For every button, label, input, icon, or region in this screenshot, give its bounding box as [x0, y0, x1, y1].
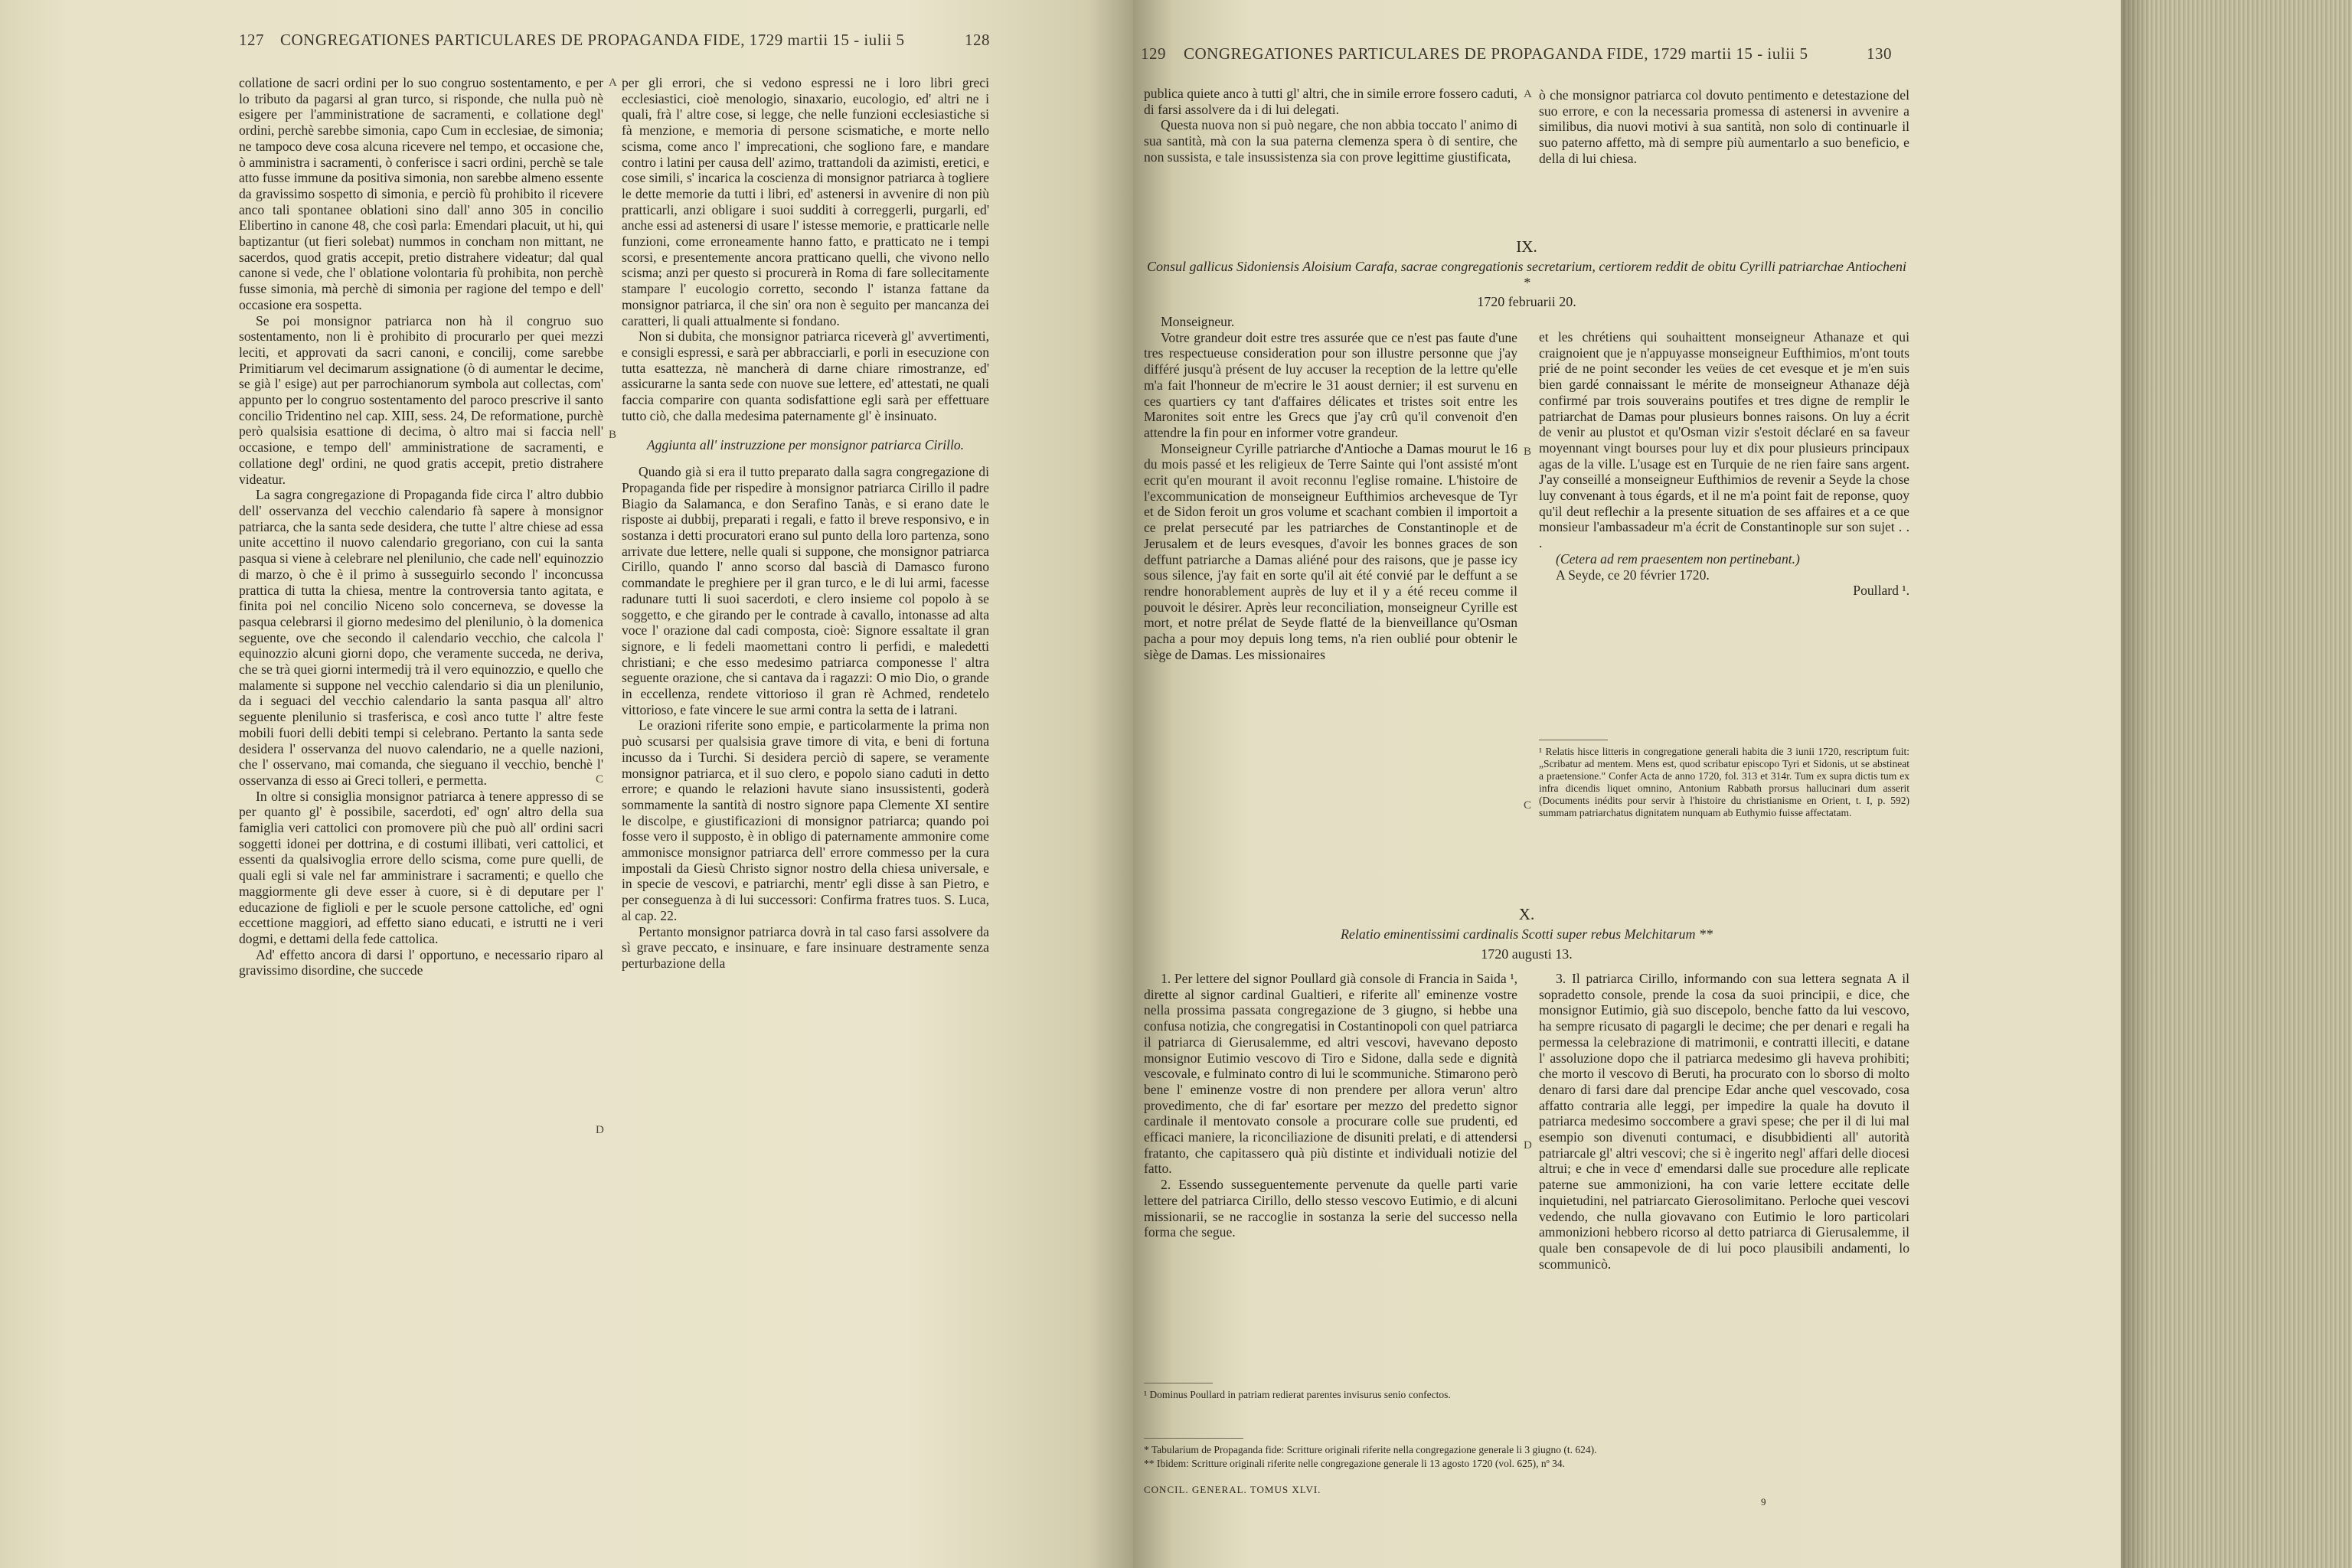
left-page-number-127: 127: [239, 31, 264, 49]
right-page-number-130: 130: [1867, 44, 1892, 63]
paragraph: Pertanto monsignor patriarca dovrà in tal caso farsi assolvere da sì grave peccato, e insinuare, e fare insinuare destramente senza perturbazione della: [622, 923, 989, 971]
margin-mark: B: [1524, 446, 1532, 458]
archive-footnote: * Tabularium de Propaganda fide: Scritture originali riferite nella congregazione generale li 3 giugno (t. 624).: [1144, 1444, 1597, 1455]
paragraph: La sagra congregazione di Propaganda fide circa l' altro dubbio dell' osservanza del vecchio calendario fà sapere à monsignor patriarca, che la santa sede desidera, che tutte l' altre chiese ad essa unite accettino il nuovo calendario gregoriano, con cui la santa pasqua si viene à celebrare nel plenilunio, che cade nell' equinozzio di marzo, ò che è il primo à susseguirlo secondo l' inconcussa prattica di tutta la chiesa, mentre la controversia tanto agitata, e finita poi nel concilio Niceno solo concerneva, se dovesse la pasqua celebrarsi il giorno medesimo del plenilunio, ò la domenica seguente, ove che secondo il calendario vecchio, che calcola l' equinozzio alcuni giorni dopo, che veramente succeda, ne deriva, che se trà quei giorni intermedij trà il vero equinozzio, e quello che malamente si suppone nel vecchio calendario si dia un plenilunio, da i seguaci del vecchio calendario la santa pasqua all' altro seguente plenilunio si trasferisca, e così anco tutte l' altre feste mobili fuori delli debiti tempi si celebrano. Pertanto la santa sede desidera l' osservanza del nuovo calendario, ne a quelle nazioni, che l' osservano, mai comanda, che sieguano il vecchio, benchè l' osservanza di esso ai Greci tolleri, e permetta.: [239, 487, 603, 788]
section-x-numeral: X.: [1518, 905, 1535, 923]
paragraph: A Seyde, ce 20 février 1720.: [1556, 567, 1710, 583]
right-running-head: CONGREGATIONES PARTICULARES DE PROPAGANDA FIDE, 1729 martii 15 - iulii 5: [1184, 44, 1808, 63]
right-top-column-1: [1144, 86, 1517, 165]
margin-mark: C: [1524, 799, 1532, 812]
paragraph: Votre grandeur doit estre tres assurée que ce n'est pas faute d'une tres respectueuse consideration pour son illustre personne que j'ay différé jusqu'à présent de luy accuser la reception de la lettre qu'elle m'a fait l'honneur de m'ecrire le 31 aoust dernier; il est survenu en ces quartiers cy tant d'affaires délicates et tristes soit entre les Maronites soit entre les Grecs que j'ay crû qu'il convenoit d'en attendre la fin pour en informer votre grandeur.: [1144, 329, 1517, 440]
section-ix-numeral: IX.: [1516, 237, 1537, 256]
paragraph: Ad' effetto ancora di darsi l' opportuno, e necessario riparo al gravissimo disordine, che succede: [239, 946, 603, 978]
paragraph: 2. Essendo susseguentemente pervenute da quelle parti varie lettere del patriarca Cirillo, dello stesso vescovo Eutimio, e di alcuni missionarii, se ne raccoglie in sostanza la serie del successo nella forma che segue.: [1144, 1177, 1517, 1240]
margin-mark: D: [596, 1124, 604, 1136]
left-column-2: [622, 75, 989, 972]
right-top-column-2: [1539, 87, 1909, 167]
paragraph: In oltre si consiglia monsignor patriarca à tenere appresso di se per quanto gl' è possibile, sacerdoti, ed' ogn' altro della sua famiglia veri cattolici con promovere più che può all' ordini sacri soggetti idonei per dottrina, e di costumi illibati, veri cattolici, et essenti da qualsivoglia errore dello scisma, come pure quelli, de quali egli si vale nel far amministrare i sacramenti; e quello che maggiormente gli deve esser à cuore, si è di deputare per l' educazione de figlioli e per le scuole persone cattoliche, ed' ogni eccettione maggiori, ad effetto siano educati, e istrutti ne i veri dogmi, e dettami della fede cattolica.: [239, 788, 603, 946]
paragraph: Se poi monsignor patriarca non hà il congruo suo sostentamento, non li è prohibito di procurarlo per quei mezzi leciti, et approvati da sacri canoni, e concilij, come sarebbe Primitiarum vel decimarum assignatione (ò di aumentar le decime, se già l' esige) aut per parrochianorum symbola aut collectas, com' appunto per lo congruo sostentamento del paroco prescrive il santo concilio Tridentino nel cap. XIII, sess. 24, De reformatione, purchè però qualsisia esattione di decima, ò altro mai si faccia nell' occasione, e tempo dell' amministratione de sacramenti, e collatione degl' ordini, ne quod gratis accepit, pretio distrahere videatur.: [239, 312, 603, 487]
paragraph: 1. Per lettere del signor Poullard già console di Francia in Saida ¹, dirette al signor cardinal Gualtieri, e riferite all' eminenze vostre nella prossima passata congregazione de 3 giugno, si hebbe una confusa notizia, che congregatisi in Costantinopoli con quel patriarca il patriarca di Gierusalemme, ed altri vescovi, havevano deposto monsignor Eutimio vescovo di Tiro e Sidone, dalla sede e dignità vescovale, e fulminato contro di lui le scommuniche. Stimarono però bene l' eminenze vostre di non prendere per allora verun' altro provedimento, che di far' esortare per mezzo del predetto signor cardinale il mentovato console a procurare colle sue prudenti, ed efficaci maniere, la riconciliazione de disuniti prelati, e di attendersi fratanto, che capitassero quà più distinte et individuali notizie del fatto.: [1144, 971, 1517, 1177]
right-page-number-129: 129: [1141, 44, 1166, 63]
paragraph: 3. Il patriarca Cirillo, informando con sua lettera segnata A il sopradetto console, prende la cosa da suoi principii, e dice, che monsignor Eutimio, già suo discepolo, benche fatto da lui vescovo, ha sempre ricusato di pagargli le decime; che per denari e regali ha permessa la celebrazione di matrimonii, e contratti illeciti, e datane l' assoluzione dopo che il patriarca medesimo gli haveva prohibiti; che morto il vescovo di Beruti, ha procurato con lo sborso di molto denaro di farsi dare dal prencipe Edar anche quel vescovado, cosa affatto contraria alle leggi, per impedire la quale ha dovuto il patriarca medesimo soccombere a gravi spese; che per il di lui mal esempio son divenuti contumaci, e disubbidienti all' autorità patriarcale gl' altri vescovi; che si è ingerito negl' affari delle diocesi altrui; e che in vece d' emendarsi dalle sue procedure alle replicate paterne sue ammonizioni, ha con varie lettere eccitate delle inquietudini, nel patriarcato Gierosolimitano. Perloche quei vescovi vedendo, che nulla giovavano con Eutimio le loro particolari ammonizioni hebbero ricorso al detto patriarca di Gierusalemme, il quale ben consapevole de di lui poco plausibili andamenti, lo scommunicò.: [1539, 971, 1909, 1272]
paragraph: collatione de sacri ordini per lo suo congruo sostentamento, e per lo tributo da pagarsi al gran turco, si risponde, che nulla può nè esigere per l'amministratione de sacramenti, e collatione degl' ordini, perchè sarebbe simonia, capo Cum in ecclesiae, de simonia; ne tampoco deve cosa alcuna ricevere nel tempo, et occasione che, ò amministra i sacramenti, ò conferisce i sacri ordini, perchè se tale atto fusse immune da positiva simonia, non sarebbe almeno essente da gravissimo sospetto di simonia, e perciò fù prohibito il ricevere anco tali spontanee oblationi sino dall' anno 305 in concilio Elibertino in canone 48, che così parla: Emendari placuit, ut hi, qui baptizantur (ut fieri solebat) nummos in concham non mittant, ne sacerdos, quod gratis accepit, pretio distrahere videatur; dal qual canone si vede, che l' oblatione volontaria fù prohibita, non perchè fusse simonia, mà perchè di simonia per ragione del tempo e dell' occasione era sospetta.: [239, 75, 603, 312]
paragraph: per gli errori, che si vedono espressi ne i loro libri greci ecclesiastici, cioè menologio, sinaxario, eucologio, ed' altri ne i quali, frà l' altre cose, si legge, che nelle funzioni ecclesiastiche si fà menzione, e memoria di persone scismatiche, e morte nello scisma, come anco l' imprecationi, che sogliono fare, e mandare contro i latini per causa dell' azimo, trattandoli da azimisti, eretici, e cose simili, s' incarica la coscienza di monsignor patriarca à togliere le dette memorie da tutti i libri, ed' astenersi in avvenire di non più pratticarli, anzi obligare i suoi sudditi à correggerli, purgarli, ed' anche essi ad astenersi di usare l' istesse memorie, e pratticarle nelle funzioni, come erroneamente hanno fatto, e pratticato ne i tempi scorsi, e presentemente ancora pratticano quelli, che vivono nello scisma; anzi per questo si procurerà in Roma di fare sollecitamente stampare l' eucologio corretto, secondo l' istanza fattane da monsignor patriarca, il che sin' ora non è seguito per mancanza dei caratteri, li quali attualmente si fondano.: [622, 75, 989, 328]
section-x-column-1: [1144, 971, 1517, 1240]
signature: Poullard ¹.: [1853, 583, 1909, 599]
left-page: [0, 0, 1133, 1568]
section-ix-column-2: [1539, 329, 1909, 599]
section-x-title: Relatio eminentissimi cardinalis Scotti super rebus Melchitarum **: [1340, 926, 1713, 942]
right-page: [1133, 0, 2121, 1568]
paragraph: Quando già si era il tutto preparato dalla sagra congregazione di Propaganda fide per rispedire à monsignor patriarca Cirillo il padre Biagio da Salamanca, e don Serafino Tanàs, e si erano date le risposte ai dubbij, preparati i regali, e fatto il breve responsivo, e in sostanza i detti procuratori erano sul punto della loro partenza, sono arrivate due lettere, nelle quali si suppone, che monsignor patriarca Cirillo, quando l' anno scorso dal bascià di Damasco furono commandate le preghiere per il gran turco, e le di lui armi, facesse radunare tutti li suoi sacerdoti, e clero insieme col popolo à se soggetto, e che girando per le contrade à cavallo, intonasse ad alta voce l' orazione dal cadi composta, cioè: Signore essaltate il gran signore, e li fedeli maomettani contro li perfidi, e maledetti christiani; e che esso medesimo patriarca componesse l' altra seguente orazione, che si cantava da i ragazzi: O mio Dio, o grande in eccellenza, rendete vittorioso il gran rè Achmed, rendetelo vittorioso, e fate vincere le sue armi contra la setta de i latrani.: [622, 464, 989, 717]
paragraph: (Cetera ad rem praesentem non pertinebant.): [1556, 550, 1800, 567]
margin-mark: A: [1524, 88, 1532, 100]
left-page-number-128: 128: [965, 31, 990, 49]
left-column-1: [239, 75, 603, 978]
margin-mark: D: [1524, 1139, 1532, 1152]
paragraph: Non si dubita, che monsignor patriarca riceverà gl' avvertimenti, e consigli espressi, e sarà per abbracciarli, e porli in esecuzione con tutta esattezza, nè mancherà di darne chiare rimostranze, ed' assicurarne la santa sede con nuove sue lettere, ed' attestati, ne quali faccia comparire con quanta sodisfattione egli sarà per effettuare tutto ciò, che dalla medesima paternamente gl' è insinuato.: [622, 328, 989, 423]
left-running-head: CONGREGATIONES PARTICULARES DE PROPAGANDA FIDE, 1729 martii 15 - iulii 5: [280, 31, 905, 49]
salutation: Monseigneur.: [1161, 314, 1235, 329]
paragraph: Questa nuova non si può negare, che non abbia toccato l' animo di sua santità, mà con la sua paterna clemenza spera ò di sentire, che non sussista, e tale insussistenza sia con prove legittime giustificata,: [1144, 117, 1517, 165]
section-ix-footnote: ¹ Relatis hisce litteris in congregatione generali habita die 3 iunii 1720, rescriptum fuit: „Scribatur ad mentem. Mens est, quod scribatur episcopo Tyri et Sidonis, ut se abstineat a praetensione." Confer Acta de anno 1720, fol. 313 et 314r. Tum ex supra dictis tum ex infra dicendis liquet omnino, Antonium Rabbath prorsus hallucinari dum asserit (Documents inédits pour servir à l'histoire du christianisme en Orient, t. I, p. 592) summam patriarchatus dignitatem nunquam ab Euthymio fuisse affectatam.: [1539, 746, 1909, 818]
footnote-rule: [1144, 1438, 1243, 1439]
margin-mark: C: [596, 773, 604, 786]
paragraph: publica quiete anco à tutti gl' altri, che in simile errore fossero caduti, di farsi assolvere da i di lui delegati.: [1144, 86, 1517, 117]
paragraph: et les chrétiens qui souhaittent monseigneur Athanaze et qui craignoient que je n'appuyasse monseigneur Eufthimios, m'ont touts prié de ne point seconder les veües de cet evesque et je m'en suis bien gardé connaissant le mérite de monseigneur Athanaze déjà confirmé par trois souverains poutifes et tres digne de remplir le patriarchat de Damas pour plusieurs bonnes raisons. On luy a écrit de venir au plustot et qu'Osman vizir s'estoit déclaré en sa faveur moyennant vingt bourses pour luy et dix pour plusieurs principaux agas de la ville. L'usage est en Turquie de ne rien faire sans argent. J'ay conseillé a monseigneur Eufthimios de revenir a Seyde la chose luy convenant à tous égards, et il ne m'a point fait de reponse, quoy qu'il deut reflechir a la presente situation de ses affaires et a ce que monsieur l'ambassadeur m'a écrit de Constantinople sur son sujet . . .: [1539, 329, 1909, 551]
signature-line: CONCIL. GENERAL. TOMUS XLVI.: [1144, 1484, 1321, 1495]
section-x-date: 1720 augusti 13.: [1481, 946, 1573, 962]
paragraph: Le orazioni riferite sono empie, e particolarmente la prima non può scusarsi per qualsisia grave timore di vita, e beni di fortuna incusso da i Turchi. Si desidera perciò di sapere, se veramente monsignor patriarca, et il suo clero, e popolo siano caduti in detto errore; e quando le relazioni havute siano insussistenti, goderà sommamente la santità di nostro signore papa Clemente XI sentire le discolpe, e giustificazioni di monsignor patriarca; quando poi fosse vero il supposto, è in obligo di paternamente ammonire come ammonisce monsignor patriarca dell' errore commesso per la cura impostali da Giesù Christo signor nostro della chiesa universale, e in specie de vescovi, e patriarchi, mentr' egli disse à san Pietro, e per conseguenza à di lui successori: Confirma fratres tuos. S. Luca, al cap. 22.: [622, 717, 989, 923]
paragraph: Monseigneur Cyrille patriarche d'Antioche a Damas mourut le 16 du mois passé et les religieux de Terre Sainte qui l'ont assisté m'ont ecrit qu'en mourant il avoit reconnu l'eglise romaine. L'histoire de l'excommunication de monseigneur Eufthimios archevesque de Tyr et de Sidon feroit un gros volume et scachant combien il importoit a ce prelat persecuté par les patriarches de Constantinople et de Jerusalem et de leurs evesques, d'avoir les bonnes graces de son deffunt patriarche a Damas aliéné pour des raisons, que je passe icy sous silence, j'ay fait en sorte qu'il ait été convié par le deffunt a se rendre honorablement auprès de luy et il y a été receu comme il pouvoit le désirer. Après leur reconciliation, monseigneur Cyrille est mort, et notre prélat de Seyde flatté de la bienveillance qu'Osman pacha a pour moy depuis long tems, n'a rien oublié pour obtenir le siège de Damas. Les missionaires: [1144, 440, 1517, 662]
page-edge-shadow: [2121, 0, 2151, 1568]
section-x-column-2: [1539, 971, 1909, 1272]
section-ix-title: Consul gallicus Sidoniensis Aloisium Carafa, sacrae congregationis secretarium, certiorem reddit de obitu Cyrilli patriarchae Antiocheni *: [1147, 259, 1906, 290]
section-ix-column-1: [1144, 314, 1517, 662]
section-ix-date: 1720 februarii 20.: [1477, 294, 1576, 309]
page-edges: [2121, 0, 2352, 1568]
archive-footnote: ** Ibidem: Scritture originali riferite nelle congregazione generale li 13 agosto 1720 (vol. 625), nº 34.: [1144, 1458, 1566, 1469]
margin-mark: A: [609, 77, 617, 89]
paragraph: ò che monsignor patriarca col dovuto pentimento e detestazione del suo errore, e con la necessaria promessa di astenersi in avvenire a similibus, dia nuovi motivi à sua santità, non solo di continuarle il suo paterno affetto, mà di sempre più aumentarlo a suo beneficio, e della di lui chiesa.: [1539, 87, 1909, 166]
section-x-footnote: ¹ Dominus Poullard in patriam redierat parentes invisurus senio confectos.: [1144, 1389, 1451, 1400]
sheet-number: 9: [1761, 1496, 1766, 1508]
margin-mark: B: [609, 429, 617, 441]
section-heading: Aggiunta all' instruzzione per monsignor patriarca Cirillo.: [646, 437, 965, 453]
